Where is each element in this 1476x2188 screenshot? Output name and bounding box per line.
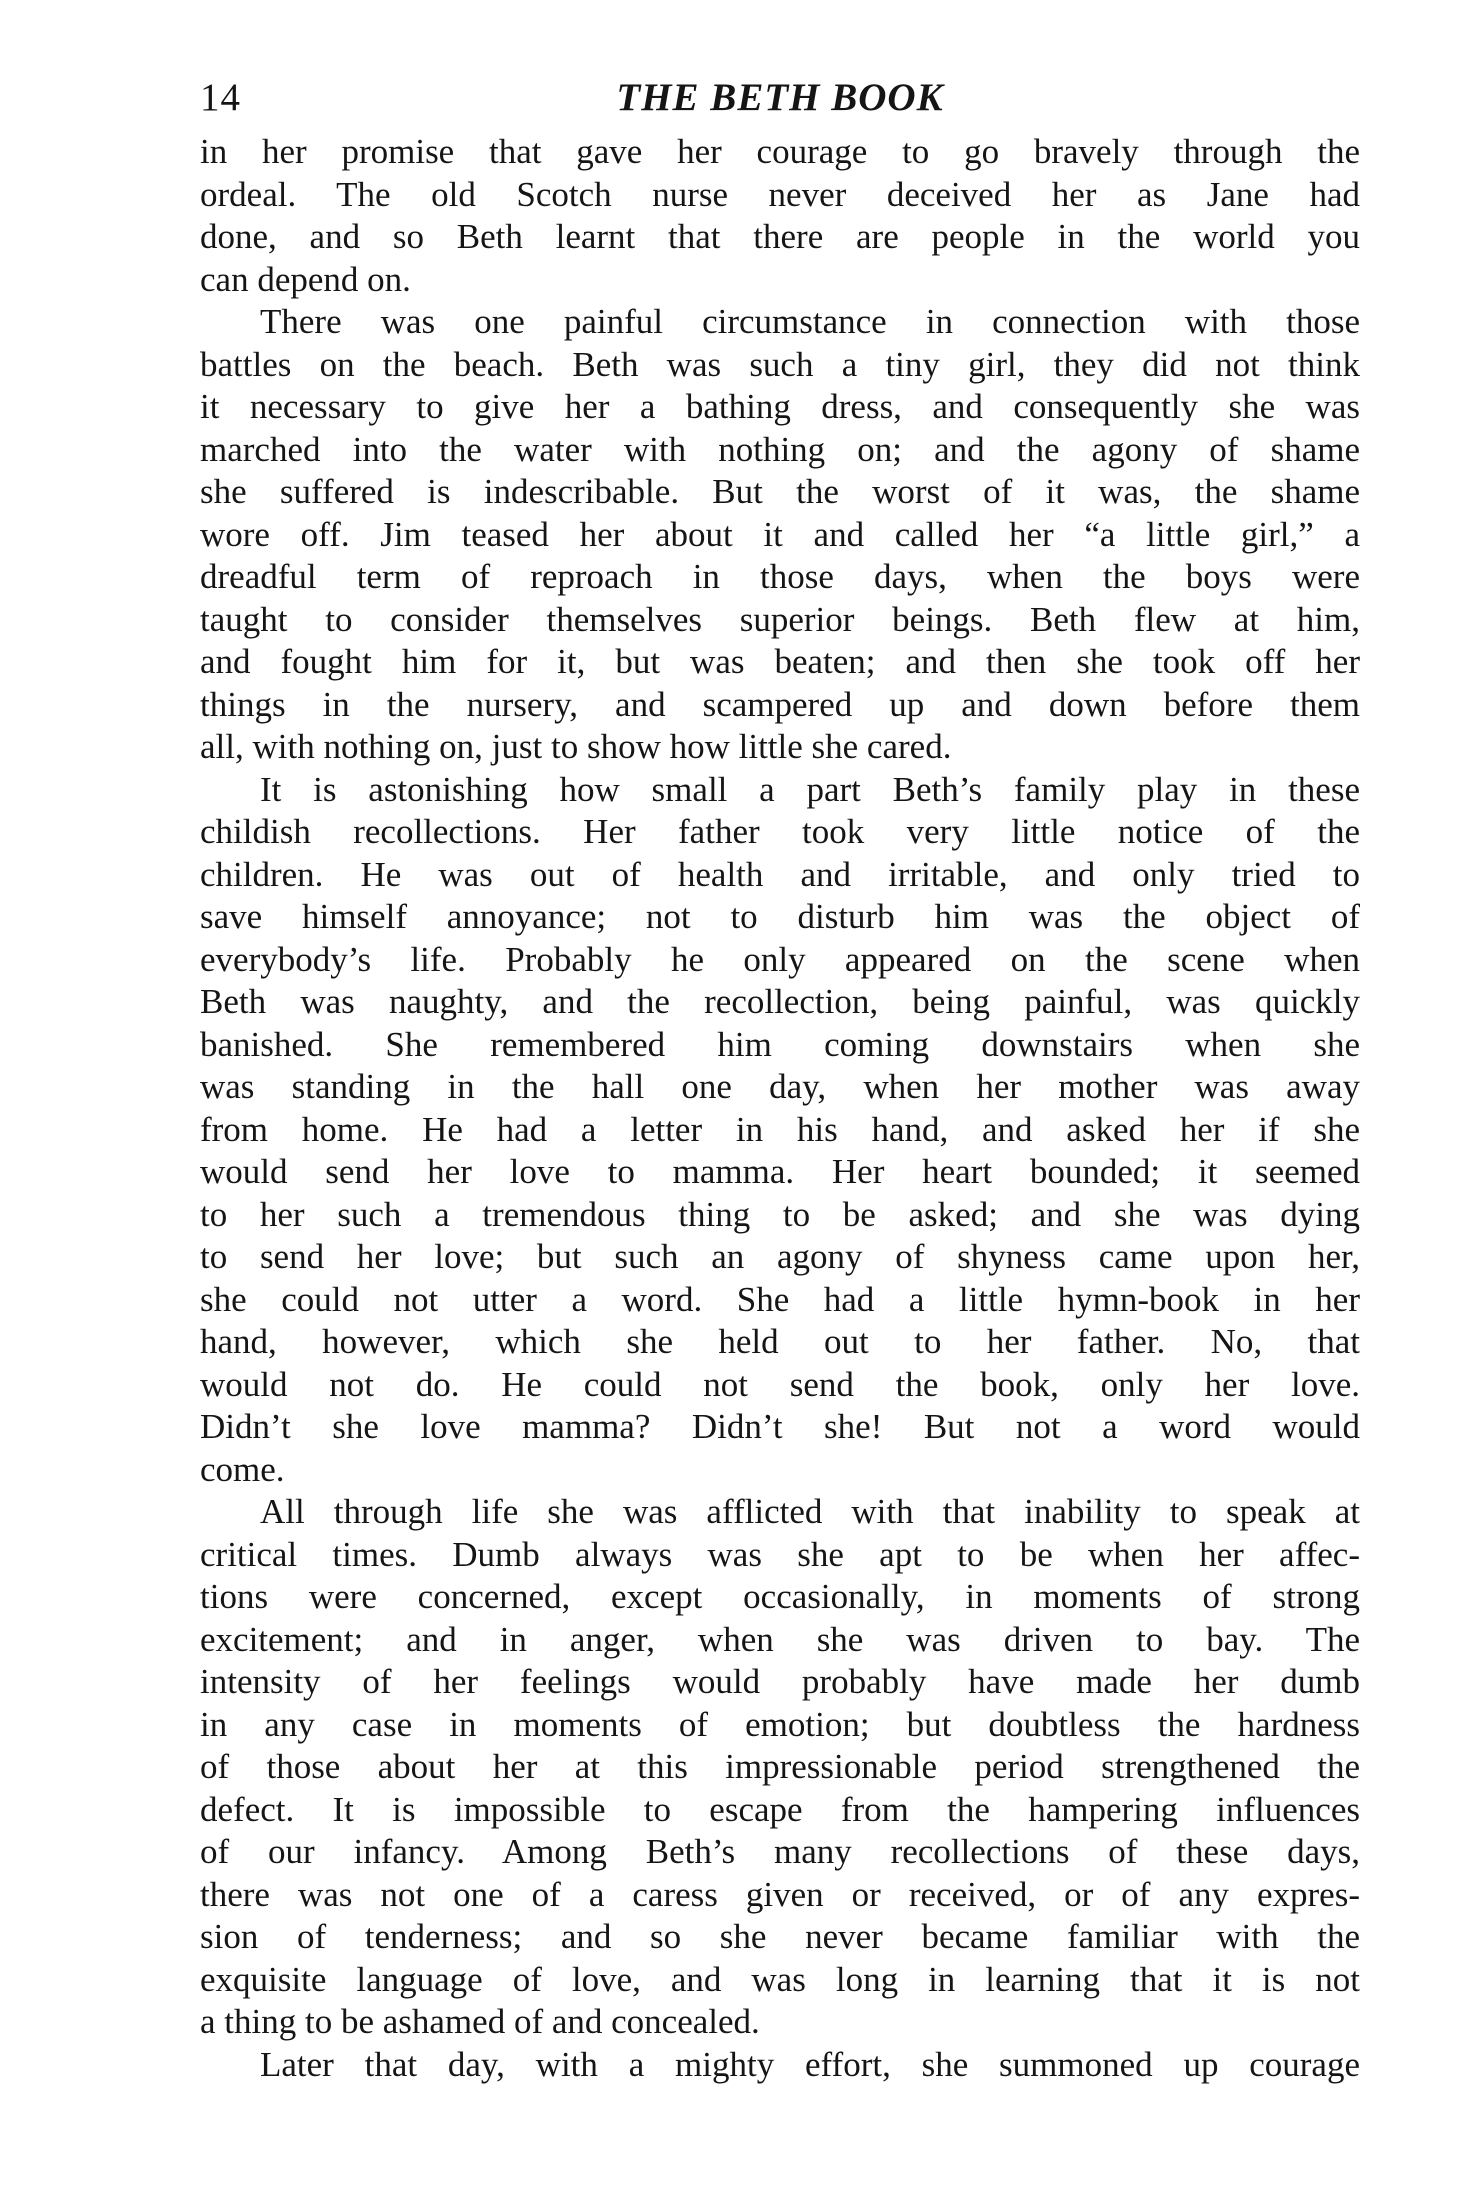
- text-line: it necessary to give her a bathing dress, and consequently she was: [200, 387, 1360, 426]
- text-line: There was one painful circumstance in connection with those: [260, 302, 1360, 341]
- text-line: and fought him for it, but was beaten; and then she took off her: [200, 642, 1360, 681]
- text-line: exquisite language of love, and was long in learning that it is not: [200, 1959, 1360, 1999]
- running-head: [200, 74, 1360, 122]
- text-line: everybody’s life. Probably he only appeared on the scene when: [200, 939, 1360, 979]
- text-line: she could not utter a word. She had a little hymn-book in her: [200, 1279, 1360, 1319]
- text-line: would not do. He could not send the book, only her love.: [200, 1364, 1360, 1404]
- text-line: defect. It is impossible to escape from the hampering influences: [200, 1789, 1360, 1829]
- text-line: save himself annoyance; not to disturb him was the object of: [200, 897, 1360, 936]
- text-line: intensity of her feelings would probably have made her dumb: [200, 1662, 1360, 1701]
- text-line: hand, however, which she held out to her father. No, that: [200, 1322, 1360, 1361]
- text-line: marched into the water with nothing on; and the agony of shame: [200, 429, 1360, 469]
- text-line: All through life she was afflicted with that inability to speak at: [260, 1492, 1360, 1531]
- text-line: would send her love to mamma. Her heart bounded; it seemed: [200, 1152, 1360, 1191]
- text-line: can depend on.: [200, 259, 411, 299]
- text-line: wore off. Jim teased her about it and called her “a little girl,” a: [200, 514, 1360, 554]
- text-line: tions were concerned, except occasionally, in moments of strong: [200, 1577, 1360, 1616]
- text-line: done, and so Beth learnt that there are people in the world you: [200, 217, 1360, 256]
- text-line: to her such a tremendous thing to be asked; and she was dying: [200, 1194, 1360, 1234]
- text-line: Didn’t she love mamma? Didn’t she! But not a word would: [200, 1407, 1360, 1446]
- text-line: battles on the beach. Beth was such a tiny girl, they did not think: [200, 344, 1360, 384]
- body-text: [200, 131, 1360, 2086]
- text-line: she suffered is indescribable. But the worst of it was, the shame: [200, 472, 1360, 511]
- text-line: excitement; and in anger, when she was driven to bay. The: [200, 1619, 1360, 1659]
- text-line: from home. He had a letter in his hand, and asked her if she: [200, 1109, 1360, 1149]
- text-line: sion of tenderness; and so she never became familiar with the: [200, 1917, 1360, 1956]
- text-line: in her promise that gave her courage to go bravely through the: [200, 132, 1360, 171]
- text-line: to send her love; but such an agony of shyness came upon her,: [200, 1237, 1360, 1276]
- text-line: children. He was out of health and irritable, and only tried to: [200, 854, 1360, 894]
- text-line: It is astonishing how small a part Beth’s family play in these: [260, 769, 1360, 809]
- text-line: all, with nothing on, just to show how little she cared.: [200, 727, 952, 766]
- text-line: a thing to be ashamed of and concealed.: [200, 2002, 760, 2041]
- text-line: Later that day, with a mighty effort, she summoned up courage: [260, 2044, 1360, 2084]
- text-line: of those about her at this impressionable period strengthened the: [200, 1747, 1360, 1786]
- text-line: was standing in the hall one day, when her mother was away: [200, 1067, 1360, 1106]
- running-title: THE BETH BOOK: [616, 76, 944, 119]
- text-line: things in the nursery, and scampered up and down before them: [200, 684, 1360, 724]
- text-line: taught to consider themselves superior beings. Beth flew at him,: [200, 599, 1360, 639]
- text-line: Beth was naughty, and the recollection, being painful, was quickly: [200, 982, 1360, 1021]
- text-line: there was not one of a caress given or received, or of any expres-: [200, 1874, 1360, 1914]
- text-line: childish recollections. Her father took very little notice of the: [200, 812, 1360, 851]
- text-line: come.: [200, 1449, 285, 1489]
- text-line: ordeal. The old Scotch nurse never deceived her as Jane had: [200, 174, 1360, 214]
- text-line: of our infancy. Among Beth’s many recollections of these days,: [200, 1832, 1360, 1871]
- text-line: in any case in moments of emotion; but doubtless the hardness: [200, 1704, 1360, 1744]
- text-line: critical times. Dumb always was she apt to be when her affec-: [200, 1534, 1360, 1574]
- text-line: banished. She remembered him coming downstairs when she: [200, 1024, 1360, 1064]
- text-line: dreadful term of reproach in those days, when the boys were: [200, 557, 1360, 596]
- page-number: 14: [200, 76, 241, 119]
